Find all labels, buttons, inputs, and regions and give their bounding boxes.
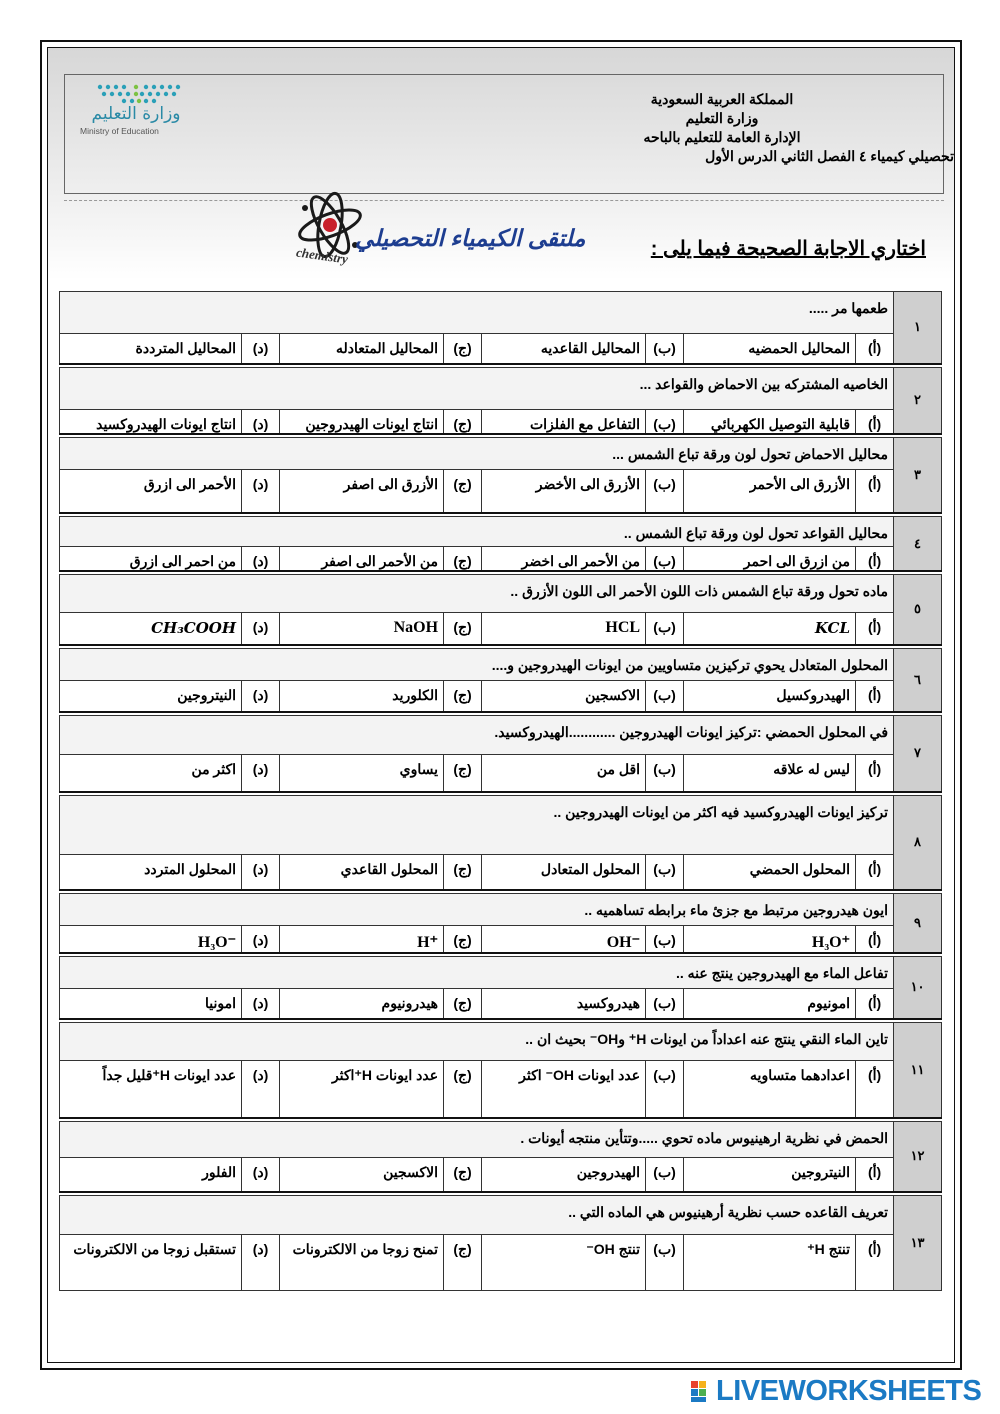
option-label: (أ) [856, 854, 894, 890]
option-label: (أ) [856, 409, 894, 434]
answer-option[interactable]: المحاليل المتعادله [280, 334, 444, 364]
answer-option[interactable]: المحلول المتعادل [482, 854, 646, 890]
answer-option[interactable]: المحلول المتردد [60, 854, 242, 890]
option-label: (د) [242, 547, 280, 572]
option-label: (د) [242, 1234, 280, 1290]
answer-option[interactable]: من الأحمر الى اخضر [482, 547, 646, 572]
option-label: (ب) [646, 755, 684, 792]
options-row [60, 1060, 942, 1118]
question-row [60, 648, 942, 680]
option-label: (د) [242, 680, 280, 712]
answer-option[interactable]: انتاج ايونات الهيدروكسيد [60, 409, 242, 434]
answer-option[interactable]: CH₃COOH [60, 613, 242, 645]
option-label: (ج) [444, 755, 482, 792]
option-label: (أ) [856, 1234, 894, 1290]
options-row [60, 613, 942, 645]
answer-option[interactable]: التفاعل مع الفلزات [482, 409, 646, 434]
answer-option[interactable]: المحلول القاعدي [280, 854, 444, 890]
answer-option[interactable]: اكثر من [60, 755, 242, 792]
answer-option[interactable]: H₃O⁺ [684, 926, 856, 954]
question-number: ٥ [894, 575, 942, 645]
question-number: ١٣ [894, 1195, 942, 1290]
answer-option[interactable]: من ازرق الى احمر [684, 547, 856, 572]
option-label: (د) [242, 334, 280, 364]
question-number: ١ [894, 292, 942, 364]
question-number: ٨ [894, 795, 942, 890]
liveworksheets-brand[interactable] [690, 1374, 981, 1408]
question-text: تفاعل الماء مع الهيدروجين ينتج عنه .. [60, 957, 894, 989]
answer-option[interactable]: ليس له علاقه [684, 755, 856, 792]
answer-option[interactable]: هيدرونيوم [280, 989, 444, 1019]
options-row [60, 469, 942, 513]
question-text: تركيز ايونات الهيدروكسيد فيه اكثر من ايونات الهيدروجين .. [60, 795, 894, 854]
question-text: الخاصيه المشتركه بين الاحماض والقواعد ... [60, 367, 894, 409]
ministry-logo-arabic: وزارة التعليم [91, 104, 181, 124]
answer-option[interactable]: هيدروكسيد [482, 989, 646, 1019]
options-row [60, 547, 942, 572]
option-label: (أ) [856, 1060, 894, 1118]
options-row [60, 989, 942, 1019]
option-label: (ج) [444, 547, 482, 572]
option-label: (أ) [856, 334, 894, 364]
question-number: ٣ [894, 437, 942, 513]
option-label: (ج) [444, 1234, 482, 1290]
option-label: (أ) [856, 680, 894, 712]
option-label: (ب) [646, 854, 684, 890]
option-label: (ج) [444, 926, 482, 954]
options-row [60, 755, 942, 792]
chemistry-forum-title: ملتقى الكيمياء التحصيلي [355, 225, 586, 251]
options-row [60, 926, 942, 954]
options-row [60, 680, 942, 712]
answer-option[interactable]: اعدادهما متساويه [684, 1060, 856, 1118]
option-label: (ب) [646, 469, 684, 513]
option-label: (أ) [856, 547, 894, 572]
option-label: (أ) [856, 926, 894, 954]
question-text: في المحلول الحمضي :تركيز ايونات الهيدروجين ............الهيدروكسيد. [60, 716, 894, 755]
option-label: (د) [242, 926, 280, 954]
question-number: ٧ [894, 716, 942, 792]
options-row [60, 409, 942, 434]
option-label: (أ) [856, 1158, 894, 1192]
header-line-exam-title: تحصيلي كيمياء ٤ الفصل الثاني الدرس الأول [705, 148, 954, 164]
liveworksheets-logo-icon [690, 1378, 716, 1404]
question-text: تاين الماء النقي ينتج عنه اعداداً من ايونات H⁺ وOH⁻ بحيث ان .. [60, 1022, 894, 1060]
option-label: (ب) [646, 547, 684, 572]
answer-option[interactable]: عدد ايونات OH⁻ اكثر [482, 1060, 646, 1118]
answer-option[interactable]: الأزرق الى الأخضر [482, 469, 646, 513]
question-number: ٦ [894, 648, 942, 712]
question-text: الحمض في نظرية ارهينيوس ماده تحوي .....وتتأين منتجه أيونات . [60, 1122, 894, 1158]
question-text: ايون هيدروجين مرتبط مع جزئ ماء برابطه تساهميه .. [60, 894, 894, 926]
options-row [60, 334, 942, 364]
question-number: ١١ [894, 1022, 942, 1118]
answer-option[interactable]: المحلول الحمضي [684, 854, 856, 890]
ministry-logo [76, 80, 201, 140]
question-text: محاليل القواعد تحول لون ورقة تباع الشمس .. [60, 517, 894, 547]
option-label: (ب) [646, 1060, 684, 1118]
answer-option[interactable]: الأزرق الى اصفر [280, 469, 444, 513]
answer-option[interactable]: الهيدروكسيل [684, 680, 856, 712]
option-label: (ب) [646, 613, 684, 645]
option-label: (ب) [646, 989, 684, 1019]
question-row [60, 1022, 942, 1060]
option-label: (أ) [856, 469, 894, 513]
option-label: (ب) [646, 334, 684, 364]
answer-option[interactable]: H₃O⁻ [60, 926, 242, 954]
questions-table [59, 291, 942, 1291]
answer-option[interactable]: H⁺ [280, 926, 444, 954]
option-label: (د) [242, 755, 280, 792]
answer-option[interactable]: النيتروجين [684, 1158, 856, 1192]
questions-body [60, 292, 942, 1291]
ministry-logo-dots-icon [94, 83, 184, 105]
answer-option[interactable]: الاكسجين [280, 1158, 444, 1192]
answer-option[interactable]: تنتج OH⁻ [482, 1234, 646, 1290]
option-label: (د) [242, 1060, 280, 1118]
answer-option[interactable]: المحاليل القاعديه [482, 334, 646, 364]
chemistry-forum-subtitle: chemistry [295, 244, 349, 267]
question-row [60, 1122, 942, 1158]
answer-option[interactable]: النيتروجين [60, 680, 242, 712]
option-label: (ج) [444, 989, 482, 1019]
header-line-directorate: الإدارة العامة للتعليم بالباحه [643, 129, 801, 145]
question-number: ١٠ [894, 957, 942, 1019]
question-row [60, 517, 942, 547]
options-row [60, 1234, 942, 1290]
header-line-country: المملكة العربية السعودية [650, 91, 794, 107]
question-row [60, 367, 942, 409]
option-label: (ب) [646, 1158, 684, 1192]
answer-option[interactable]: المحاليل الحمضيه [684, 334, 856, 364]
answer-option[interactable]: الفلور [60, 1158, 242, 1192]
options-row [60, 1158, 942, 1192]
option-label: (ب) [646, 409, 684, 434]
option-label: (ج) [444, 680, 482, 712]
header-text [552, 90, 954, 166]
question-row [60, 795, 942, 854]
option-label: (أ) [856, 989, 894, 1019]
question-row [60, 437, 942, 469]
option-label: (د) [242, 613, 280, 645]
option-label: (ج) [444, 409, 482, 434]
question-row [60, 575, 942, 613]
answer-option[interactable]: OH⁻ [482, 926, 646, 954]
option-label: (ج) [444, 613, 482, 645]
question-number: ٢ [894, 367, 942, 434]
answer-option[interactable]: KCL [684, 613, 856, 645]
option-label: (ج) [444, 469, 482, 513]
liveworksheets-wordmark: LIVEWORKSHEETS [716, 1374, 982, 1407]
option-label: (أ) [856, 755, 894, 792]
answer-option[interactable]: تمنح زوجا من الالكترونات [280, 1234, 444, 1290]
answer-option[interactable]: من الأحمر الى اصفر [280, 547, 444, 572]
answer-option[interactable]: المحاليل المترددة [60, 334, 242, 364]
option-label: (د) [242, 989, 280, 1019]
options-row [60, 854, 942, 890]
answer-option[interactable]: عدد ايونات H⁺اكثر [280, 1060, 444, 1118]
answer-option[interactable]: HCL [482, 613, 646, 645]
question-text: تعريف القاعده حسب نظرية أرهينيوس هي الماده التي .. [60, 1195, 894, 1234]
ministry-logo-english: Ministry of Education [80, 126, 159, 136]
question-row [60, 894, 942, 926]
header-line-ministry: وزارة التعليم [685, 110, 759, 126]
option-label: (ب) [646, 926, 684, 954]
answer-option[interactable]: قابلية التوصيل الكهربائي [684, 409, 856, 434]
answer-option[interactable]: امونيوم [684, 989, 856, 1019]
answer-option[interactable]: عدد ايونات H⁺قليل جداً [60, 1060, 242, 1118]
option-label: (د) [242, 409, 280, 434]
option-label: (د) [242, 854, 280, 890]
option-label: (ب) [646, 1234, 684, 1290]
answer-option[interactable]: يساوي [280, 755, 444, 792]
question-text: ماده تحول ورقة تباع الشمس ذات اللون الأحمر الى اللون الأزرق .. [60, 575, 894, 613]
question-text: طعمها مر ..... [60, 292, 894, 334]
question-text: المحلول المتعادل يحوي تركيزين متساويين من ايونات الهيدروجين و.... [60, 648, 894, 680]
answer-option[interactable]: امونيا [60, 989, 242, 1019]
option-label: (د) [242, 1158, 280, 1192]
answer-option[interactable]: الكلوريد [280, 680, 444, 712]
option-label: (ج) [444, 854, 482, 890]
question-row [60, 716, 942, 755]
question-row [60, 292, 942, 334]
answer-option[interactable]: تنتج H⁺ [684, 1234, 856, 1290]
answer-option[interactable]: NaOH [280, 613, 444, 645]
answer-option[interactable]: من احمر الى ازرق [60, 547, 242, 572]
option-label: (ب) [646, 680, 684, 712]
answer-option[interactable]: تستقبل زوجا من الالكترونات [60, 1234, 242, 1290]
option-label: (أ) [856, 613, 894, 645]
question-number: ١٢ [894, 1122, 942, 1192]
answer-option[interactable]: الأزرق الى الأحمر [684, 469, 856, 513]
option-label: (ج) [444, 1060, 482, 1118]
question-row [60, 1195, 942, 1234]
answer-option[interactable]: الاكسجين [482, 680, 646, 712]
question-number: ٩ [894, 894, 942, 954]
option-label: (ج) [444, 1158, 482, 1192]
question-number: ٤ [894, 517, 942, 572]
instruction-heading: اختاري الاجابة الصحيحة فيما يلى : [650, 238, 926, 260]
answer-option[interactable]: انتاج ايونات الهيدروجين [280, 409, 444, 434]
option-label: (د) [242, 469, 280, 513]
question-row [60, 957, 942, 989]
question-text: محاليل الاحماض تحول لون ورقة تباع الشمس ... [60, 437, 894, 469]
answer-option[interactable]: اقل من [482, 755, 646, 792]
option-label: (ج) [444, 334, 482, 364]
answer-option[interactable]: الأحمر الى ازرق [60, 469, 242, 513]
answer-option[interactable]: الهيدروجين [482, 1158, 646, 1192]
